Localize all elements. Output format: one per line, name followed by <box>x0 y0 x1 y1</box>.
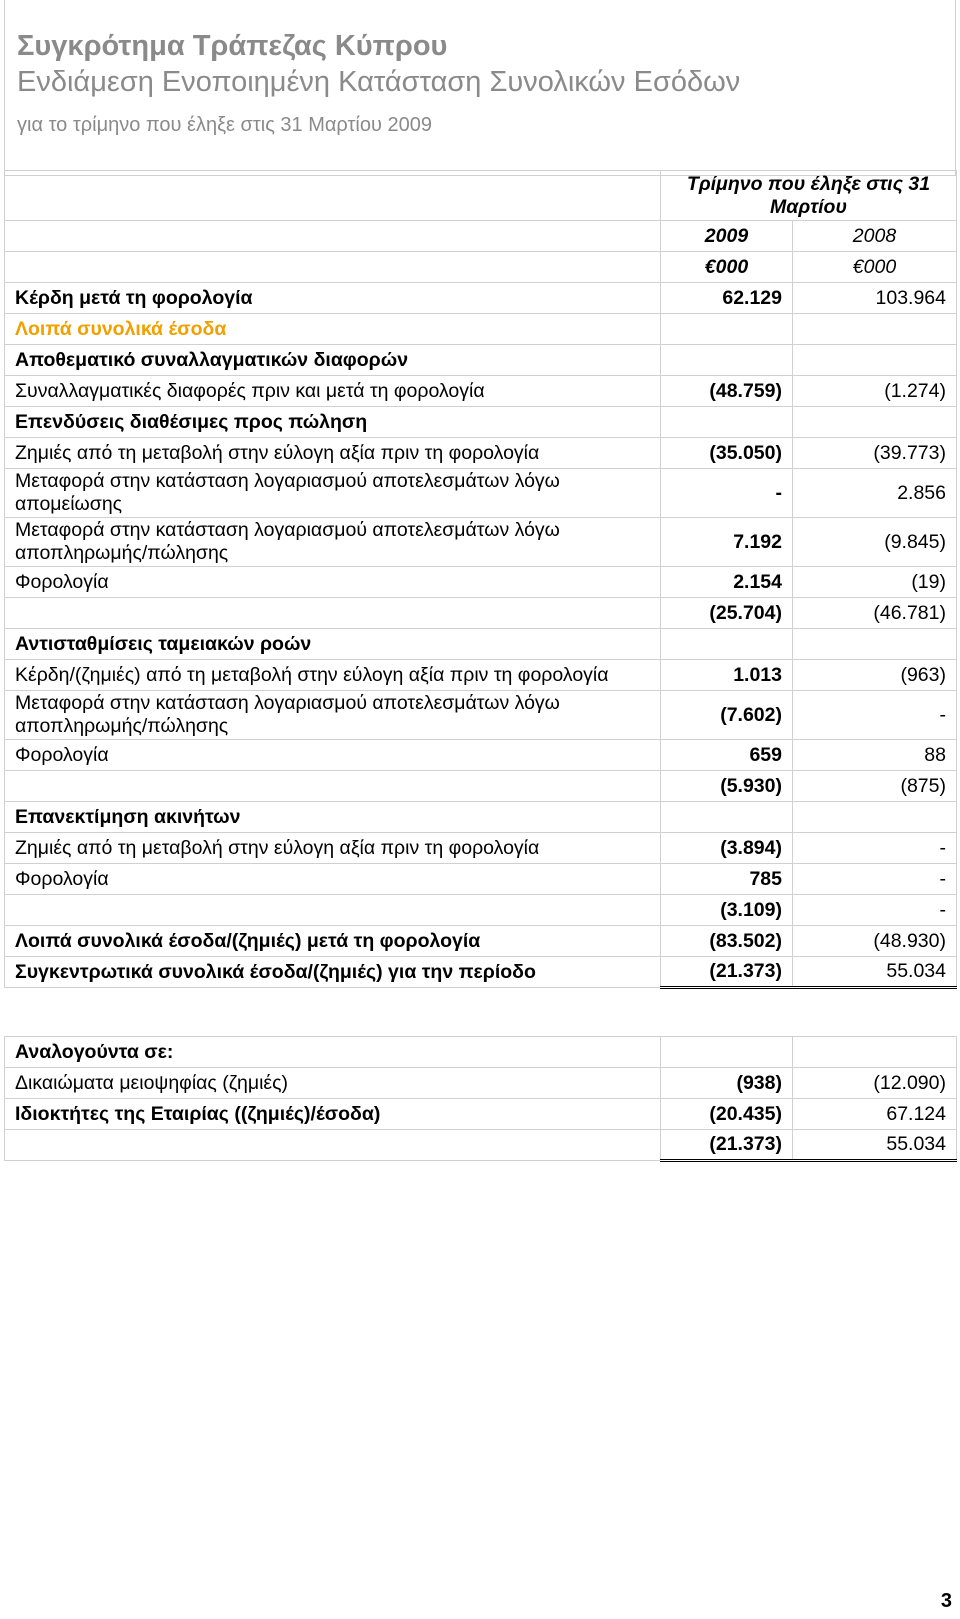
unit-2009-heading: €000 <box>661 252 793 283</box>
total-2008: (48.930) <box>793 926 957 957</box>
total-row <box>5 926 957 957</box>
subtotal-2009: (25.704) <box>661 598 793 629</box>
row-value-2009: (20.435) <box>661 1099 793 1130</box>
row-value-2009: - <box>661 469 793 518</box>
row-value-2008: (12.090) <box>793 1068 957 1099</box>
row-value-2009 <box>661 802 793 833</box>
table-row <box>5 864 957 895</box>
grand-total-2008: 55.034 <box>793 1130 957 1161</box>
table-row <box>5 1037 957 1068</box>
row-value-2008: 2.856 <box>793 469 957 518</box>
table-row <box>5 740 957 771</box>
table-row <box>5 567 957 598</box>
row-value-2008: 67.124 <box>793 1099 957 1130</box>
row-value-2009: (7.602) <box>661 691 793 740</box>
row-value-2008 <box>793 345 957 376</box>
row-value-2009: (938) <box>661 1068 793 1099</box>
row-value-2009 <box>661 314 793 345</box>
unit-2008-heading: €000 <box>793 252 957 283</box>
row-label: Συγκεντρωτικά συνολικά έσοδα/(ζημιές) για την περίοδο <box>5 957 661 988</box>
year-2008-heading: 2008 <box>793 221 957 252</box>
table-row <box>5 660 957 691</box>
grand-total-row <box>5 1130 957 1161</box>
row-value-2009: 1.013 <box>661 660 793 691</box>
blank-cell <box>5 221 661 252</box>
row-value-2009: 785 <box>661 864 793 895</box>
row-label: Μεταφορά στην κατάσταση λογαριασμού αποτελεσμάτων λόγω αποπληρωμής/πώλησης <box>5 691 661 740</box>
table-row <box>5 518 957 567</box>
row-value-2009 <box>661 407 793 438</box>
grand-total-row <box>5 957 957 988</box>
row-label: Φορολογία <box>5 740 661 771</box>
company-title: Συγκρότημα Τράπεζας Κύπρου <box>17 30 448 62</box>
row-value-2009: 62.129 <box>661 283 793 314</box>
subtotal-row <box>5 771 957 802</box>
row-label <box>5 598 661 629</box>
subtotal-2008: (875) <box>793 771 957 802</box>
row-value-2009: 659 <box>661 740 793 771</box>
row-value-2008: 88 <box>793 740 957 771</box>
row-value-2009: (48.759) <box>661 376 793 407</box>
row-label: Ιδιοκτήτες της Εταιρίας ((ζημιές)/έσοδα) <box>5 1099 661 1130</box>
row-value-2009: 2.154 <box>661 567 793 598</box>
statement-sheet <box>4 0 956 1619</box>
table-row <box>5 691 957 740</box>
row-value-2009: (35.050) <box>661 438 793 469</box>
subsection-heading: Αποθεματικό συναλλαγματικών διαφορών <box>5 345 661 376</box>
row-label: Φορολογία <box>5 864 661 895</box>
subsection-heading: Αντισταθμίσεις ταμειακών ροών <box>5 629 661 660</box>
subtotal-2008: - <box>793 895 957 926</box>
grand-total-2009: (21.373) <box>661 957 793 988</box>
blank-cell <box>793 1037 957 1068</box>
subsection-heading: Επενδύσεις διαθέσιμες προς πώληση <box>5 407 661 438</box>
row-label <box>5 895 661 926</box>
attributable-heading: Αναλογούντα σε: <box>5 1037 661 1068</box>
table-row <box>5 802 957 833</box>
row-label <box>5 1130 661 1161</box>
comprehensive-income-table <box>4 170 957 989</box>
row-value-2008: (963) <box>793 660 957 691</box>
table-row <box>5 283 957 314</box>
row-value-2009 <box>661 345 793 376</box>
table-row <box>5 469 957 518</box>
subtotal-2009: (5.930) <box>661 771 793 802</box>
grand-total-2008: 55.034 <box>793 957 957 988</box>
row-value-2008: (1.274) <box>793 376 957 407</box>
subtotal-row <box>5 895 957 926</box>
subtotal-2009: (3.109) <box>661 895 793 926</box>
row-value-2008: (39.773) <box>793 438 957 469</box>
row-value-2008: - <box>793 691 957 740</box>
year-2009-heading: 2009 <box>661 221 793 252</box>
table-row <box>5 1068 957 1099</box>
row-value-2008 <box>793 407 957 438</box>
row-label: Μεταφορά στην κατάσταση λογαριασμού αποτελεσμάτων λόγω απομείωσης <box>5 469 661 518</box>
section-heading: Λοιπά συνολικά έσοδα <box>5 314 661 345</box>
table-row <box>5 1099 957 1130</box>
total-2009: (83.502) <box>661 926 793 957</box>
row-value-2008: (19) <box>793 567 957 598</box>
table-row <box>5 345 957 376</box>
row-value-2008: 103.964 <box>793 283 957 314</box>
period-subtitle: για το τρίμηνο που έληξε στις 31 Μαρτίου 2009 <box>17 114 432 136</box>
row-label: Μεταφορά στην κατάσταση λογαριασμού αποτελεσμάτων λόγω αποπληρωμής/πώλησης <box>5 518 661 567</box>
subsection-heading: Επανεκτίμηση ακινήτων <box>5 802 661 833</box>
row-label: Λοιπά συνολικά έσοδα/(ζημιές) μετά τη φορολογία <box>5 926 661 957</box>
row-label <box>5 771 661 802</box>
period-column-heading: Τρίμηνο που έληξε στις 31 Μαρτίου <box>661 171 957 221</box>
subtotal-2008: (46.781) <box>793 598 957 629</box>
row-value-2008 <box>793 629 957 660</box>
table-row <box>5 438 957 469</box>
subtotal-row <box>5 598 957 629</box>
row-label: Κέρδη μετά τη φορολογία <box>5 283 661 314</box>
page-number: 3 <box>940 1590 952 1612</box>
table-row <box>5 376 957 407</box>
statement-title: Ενδιάμεση Ενοποιημένη Κατάσταση Συνολικών Εσόδων <box>17 66 741 98</box>
row-label: Φορολογία <box>5 567 661 598</box>
grand-total-2009: (21.373) <box>661 1130 793 1161</box>
row-label: Συναλλαγματικές διαφορές πριν και μετά τη φορολογία <box>5 376 661 407</box>
row-value-2009 <box>661 629 793 660</box>
row-label: Ζημιές από τη μεταβολή στην εύλογη αξία πριν τη φορολογία <box>5 438 661 469</box>
row-value-2008 <box>793 802 957 833</box>
row-value-2009: 7.192 <box>661 518 793 567</box>
blank-cell <box>5 252 661 283</box>
row-value-2008: - <box>793 833 957 864</box>
table-row <box>5 314 957 345</box>
table-row <box>5 833 957 864</box>
row-label: Ζημιές από τη μεταβολή στην εύλογη αξία πριν τη φορολογία <box>5 833 661 864</box>
row-label: Δικαιώματα μειοψηφίας (ζημιές) <box>5 1068 661 1099</box>
statement-header <box>4 0 956 176</box>
table-row <box>5 407 957 438</box>
blank-cell <box>661 1037 793 1068</box>
row-value-2008: - <box>793 864 957 895</box>
row-value-2008 <box>793 314 957 345</box>
row-label: Κέρδη/(ζημιές) από τη μεταβολή στην εύλογη αξία πριν τη φορολογία <box>5 660 661 691</box>
row-value-2008: (9.845) <box>793 518 957 567</box>
row-value-2009: (3.894) <box>661 833 793 864</box>
blank-cell <box>5 171 661 221</box>
attributable-table <box>4 1036 957 1162</box>
table-row <box>5 629 957 660</box>
